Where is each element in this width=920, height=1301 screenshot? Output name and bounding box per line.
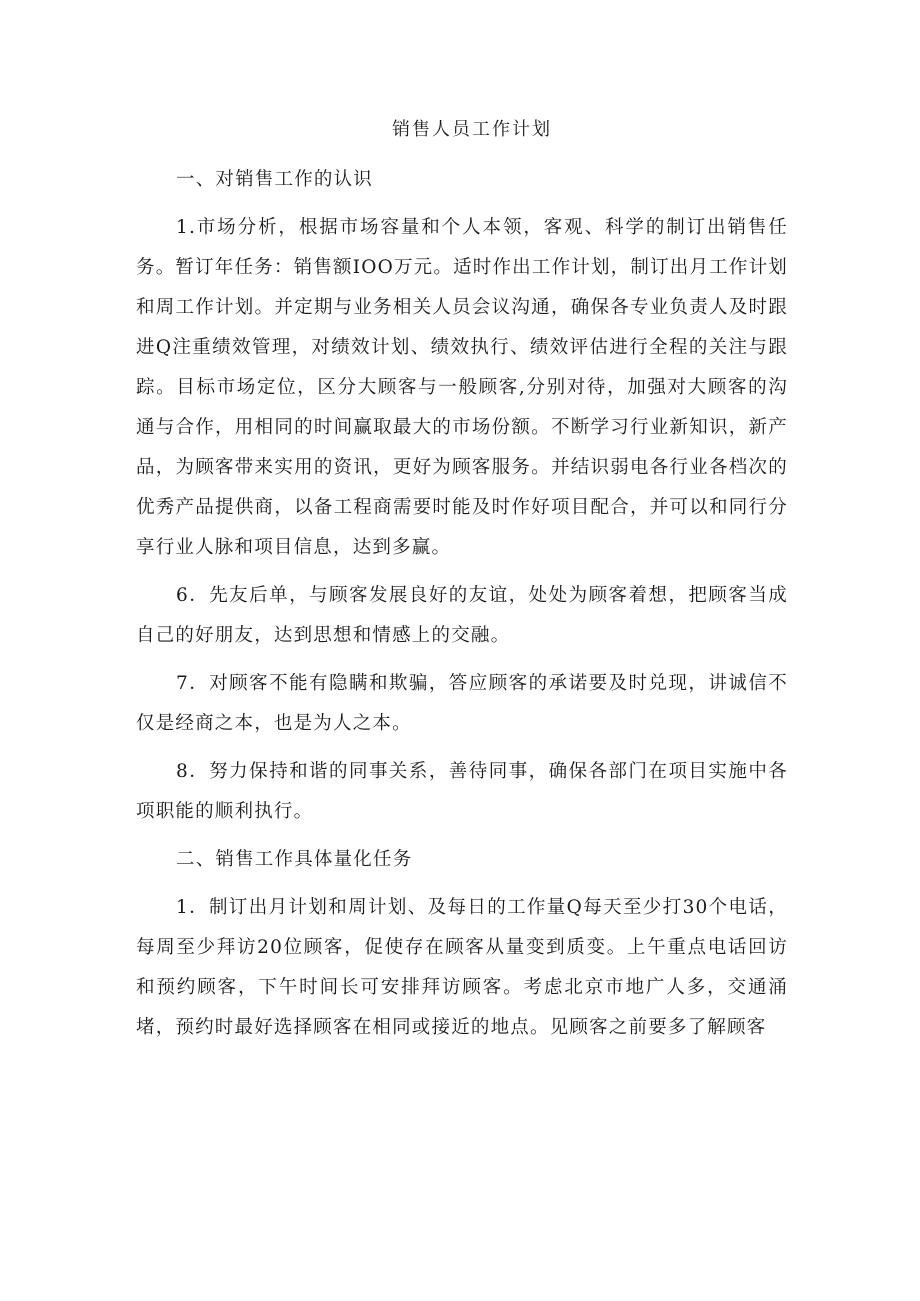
paragraph-colleague-relations: 8．努力保持和谐的同事关系，善待同事，确保各部门在项目实施中各项职能的顺利执行。 — [136, 761, 788, 822]
paragraph-market-analysis: 1.市场分析，根据市场容量和个人本领，客观、科学的制订出销售任务。暂订年任务：销售额IOO万元。适时作出工作计划，制订出月工作计划和周工作计划。并定期与业务相关人员会议沟通，确保各专业负责人及时跟进Q注重绩效管理，对绩效计划、绩效执行、绩效评估进行全程的关注与跟踪。目标市场定位，区分大顾客与一般顾客,分别对待，加强对大顾客的沟通与合作，用相同的时间赢取最大的市场份额。不断学习行业新知识，新产品，为顾客带来实用的资讯，更好为顾客服务。并结识弱电各行业各档次的优秀产品提供商，以备工程商需要时能及时作好项目配合，并可以和同行分享行业人脉和项目信息，达到多赢。 — [136, 217, 788, 558]
section-heading-2: 二、销售工作具体量化任务 — [176, 849, 413, 870]
document-body — [136, 118, 788, 1048]
paragraph-honesty: 7．对顾客不能有隐瞒和欺骗，答应顾客的承诺要及时兑现，讲诚信不仅是经商之本，也是为人之本。 — [136, 673, 788, 734]
paragraph-friendship-first: 6．先友后单，与顾客发展良好的友谊，处处为顾客着想，把顾客当成自己的好朋友，达到思想和情感上的交融。 — [136, 585, 788, 646]
document-title: 销售人员工作计划 — [392, 119, 552, 140]
section-heading-1: 一、对销售工作的认识 — [176, 169, 374, 190]
paragraph-quantified-tasks: 1．制订出月计划和周计划、及每日的工作量Q每天至少打30个电话，每周至少拜访20位顾客，促使存在顾客从量变到质变。上午重点电话回访和预约顾客，下午时间长可安排拜访顾客。考虑北京市地广人多，交通涌堵，预约时最好选择顾客在相同或接近的地点。见顾客之前要多了解顾客 — [136, 897, 788, 1038]
